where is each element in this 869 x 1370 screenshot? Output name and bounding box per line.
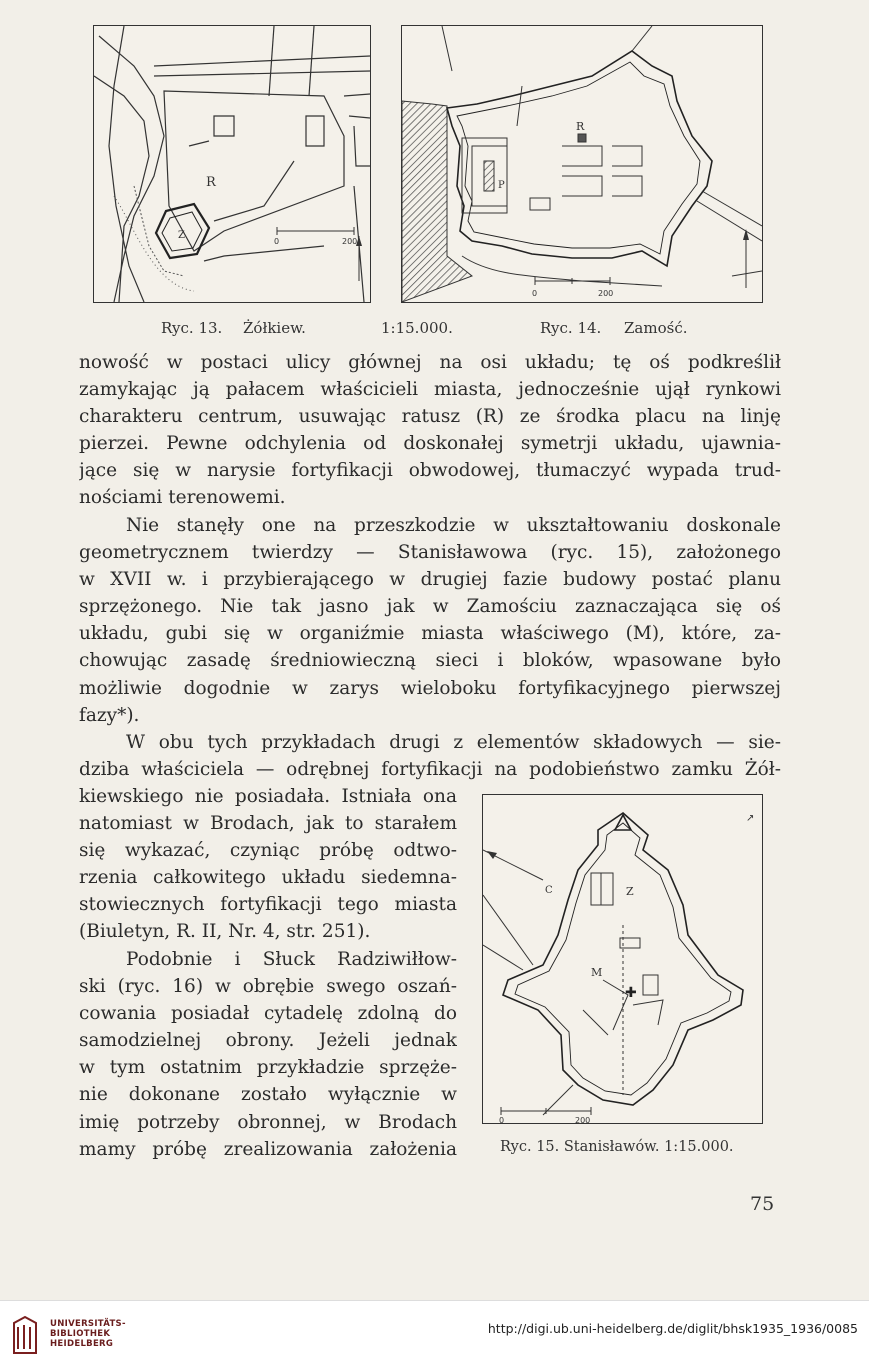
text-line: (Biuletyn, R. II, Nr. 4, str. 251). — [79, 921, 371, 943]
mark-z-zolkiew: Z — [178, 230, 185, 241]
mark-p-zamosc: P — [498, 180, 505, 191]
text-line: kiewskiego nie posiadała. Istniała ona — [79, 786, 457, 807]
text-line: nie dokonane zostało wyłącznie w — [79, 1084, 457, 1106]
text-line: Nie stanęły one na przeszkodzie w ukształtowaniu doskonale — [126, 515, 781, 536]
text-line: W obu tych przykładach drugi z elementów składowych — sie- — [126, 732, 781, 753]
text-line: mamy próbę zrealizowania założenia — [79, 1138, 457, 1160]
caption-fig15: Ryc. 15. Stanisławów. 1:15.000. — [500, 1139, 734, 1155]
map-zamosc — [401, 25, 763, 303]
text-line: charakteru centrum, usuwając ratusz (R) ze środka placu na linję — [79, 406, 781, 428]
permalink-url[interactable]: http://digi.ub.uni-heidelberg.de/diglit/bhsk1935_1936/0085 — [487, 1321, 858, 1336]
mark-z-stanislawow: Z — [626, 885, 634, 898]
text-line: geometrycznem twierdzy — Stanisławowa (ryc. 15), założonego — [79, 542, 781, 564]
scale-right-15: 200 — [575, 1116, 591, 1123]
map-stanislawow-drawing — [483, 795, 762, 1123]
text-line: samodzielnej obrony. Jeżeli jednak — [79, 1030, 457, 1052]
text-line: pierzei. Pewne odchylenia od doskonałej symetrji układu, ujawnia- — [79, 433, 781, 455]
map-zolkiew-drawing — [94, 26, 370, 302]
caption-fig13-title: Żółkiew. — [243, 319, 306, 337]
scale-left-15: 0 — [499, 1116, 505, 1123]
mark-r-zamosc: R — [576, 120, 585, 133]
caption-fig13-label: Ryc. 13. — [161, 319, 223, 337]
text-line: dziba właściciela — odrębnej fortyfikacji na podobieństwo zamku Żół- — [79, 759, 781, 781]
text-line: stowiecznych fortyfikacji tego miasta — [79, 894, 457, 916]
library-logo-icon — [10, 1315, 40, 1355]
scale-left-13: 0 — [274, 237, 280, 246]
text-line: imię potrzeby obronnej, w Brodach — [79, 1111, 457, 1133]
scale-right-13: 200 — [342, 237, 358, 246]
logo-line: UNIVERSITÄTS- — [50, 1319, 126, 1329]
page-number: 75 — [750, 1193, 775, 1215]
text-line: się wykazać, czyniąc próbę odtwo- — [79, 840, 457, 862]
text-line: w tym ostatnim przykładzie sprzęże- — [79, 1057, 457, 1079]
church-cross-icon: ✚ — [625, 985, 637, 1001]
paragraph-2 — [79, 512, 781, 729]
caption-scale-common: 1:15.000. — [381, 319, 453, 337]
map-zamosc-drawing — [402, 26, 762, 302]
text-line: rzenia całkowitego układu siedemna- — [79, 867, 457, 889]
text-line: nościami terenowemi. — [79, 487, 286, 509]
map-stanislawow — [482, 794, 763, 1124]
text-line: sprzężonego. Nie tak jasno jak w Zamościu zaznaczająca się oś — [79, 596, 781, 618]
text-line: jące się w narysie fortyfikacji obwodowej, tłumaczyć wypada trud- — [79, 460, 781, 482]
north-arrow-icon: ↗ — [746, 813, 755, 824]
text-line: natomiast w Brodach, jak to starałem — [79, 813, 457, 835]
mark-m: M — [591, 966, 603, 979]
paragraph-3-wide — [79, 729, 781, 783]
map-zolkiew — [93, 25, 371, 303]
text-line: fazy*). — [79, 704, 140, 726]
caption-fig14-title: Zamość. — [624, 319, 688, 337]
mark-c: C — [545, 885, 553, 896]
paragraph-3-narrow — [79, 783, 457, 946]
text-line: w XVII w. i przybierającego w drugiej fazie budowy postać planu — [79, 569, 781, 591]
text-line: zamykając ją pałacem właścicieli miasta, jednocześnie ujął rynkowi — [79, 379, 781, 401]
text-line: cowania posiadał cytadelę zdolną do — [79, 1003, 457, 1025]
text-line: ski (ryc. 16) w obrębie swego oszań- — [79, 976, 457, 998]
viewer-footer — [0, 1300, 869, 1370]
text-line: nowość w postaci ulicy głównej na osi układu; tę oś podkreślił — [79, 352, 781, 373]
text-line: chowując zasadę średniowieczną sieci i bloków, wpasowane było — [79, 650, 781, 672]
paragraph-4-narrow — [79, 946, 457, 1163]
scale-left-14: 0 — [532, 289, 538, 298]
text-line: układu, gubi się w organiźmie miasta właściwego (M), które, za- — [79, 623, 781, 645]
library-logo-text — [50, 1319, 126, 1349]
scale-right-14: 200 — [598, 289, 614, 298]
mark-r-zolkiew: R — [206, 175, 216, 190]
logo-line: BIBLIOTHEK — [50, 1329, 111, 1339]
caption-fig14-label: Ryc. 14. — [540, 319, 602, 337]
text-line: możliwie dogodnie w zarys wieloboku fortyfikacyjnego pierwszej — [79, 677, 781, 699]
logo-line: HEIDELBERG — [50, 1339, 114, 1349]
text-line: Podobnie i Słuck Radziwiłłow- — [126, 949, 457, 970]
paragraph-1 — [79, 349, 781, 512]
